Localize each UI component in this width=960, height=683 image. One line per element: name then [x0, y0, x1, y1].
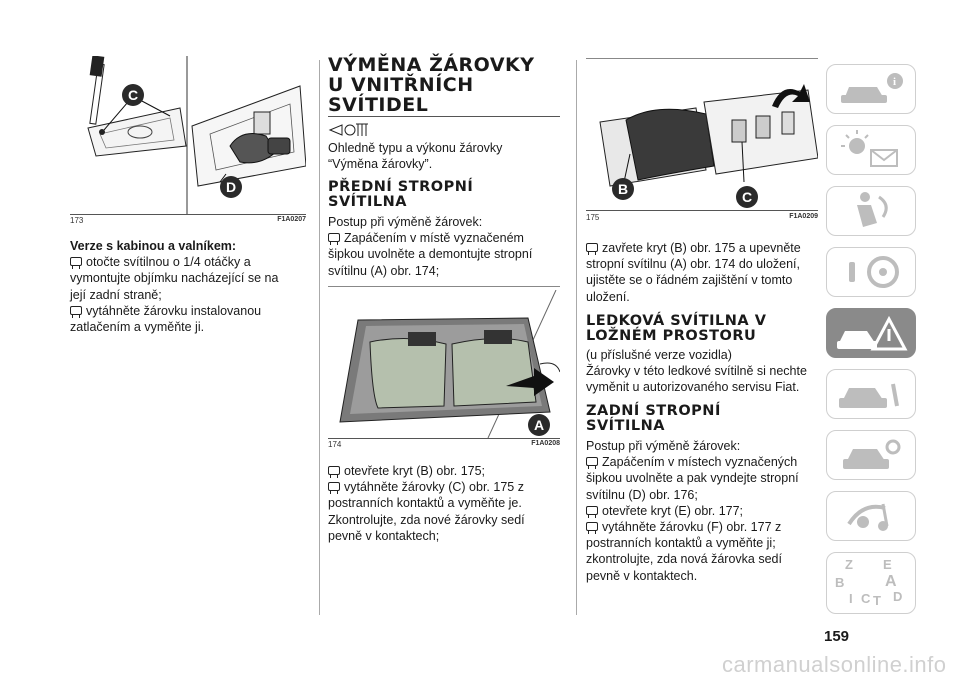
step-line: zatlačením a vyměňte ji. — [70, 320, 205, 335]
figure-174-divider — [328, 438, 560, 439]
sidebar-tab-car-info[interactable] — [826, 64, 916, 114]
title-rule — [328, 116, 560, 117]
figure-174-caption — [328, 440, 560, 452]
alphabetical-index-icon: Z E B A I C T D — [835, 557, 903, 608]
cover-bulb-steps: otevřete kryt (B) obr. 175; vytáhněte žárovky (C) obr. 175 z postranních kontaktů a vyměňte je. Zkontrolujte, zda nové žárovky sedí pevně v kontaktech; — [328, 464, 525, 543]
sidebar-tab-warning-lights[interactable] — [826, 125, 916, 175]
warning-lights-icon — [827, 126, 915, 174]
figure-175-caption — [586, 213, 818, 225]
car-service-icon — [827, 370, 915, 418]
sidebar-tab-index[interactable] — [826, 552, 916, 614]
step-line: otočte svítilnou o 1/4 otáčky a — [70, 254, 310, 270]
sidebar-tab-maintenance[interactable] — [826, 369, 916, 419]
sidebar-tab-specs[interactable] — [826, 430, 916, 480]
bullet-icon — [586, 522, 598, 531]
sidebar-tab-emergency[interactable] — [826, 308, 916, 358]
bullet-icon — [70, 306, 82, 315]
step-line: vytáhněte žárovku instalovanou — [70, 303, 310, 319]
car-info-icon — [827, 65, 915, 113]
svg-text:i: i — [893, 76, 897, 88]
bullet-icon — [586, 457, 598, 466]
airbag-seat-icon — [827, 187, 915, 235]
figure-code: F1A0207 — [277, 216, 306, 223]
car-specs-icon — [827, 431, 915, 479]
steering-wheel-icon — [827, 248, 915, 296]
figure-number: 174 — [328, 440, 342, 449]
figure-174 — [328, 290, 560, 438]
bullet-icon — [586, 243, 598, 252]
step-line: vymontujte objímku nacházející se na — [70, 271, 279, 286]
callout-a: A — [528, 414, 550, 436]
callout-c: C — [122, 84, 144, 106]
figure-173-caption — [70, 216, 306, 228]
figure-number: 173 — [70, 216, 84, 225]
front-ceiling-light-illustration — [328, 290, 560, 438]
intro-text: Ohledně typu a výkonu žárovky “Výměna žárovky”. — [328, 141, 503, 172]
figure-173 — [70, 56, 306, 214]
led-cargo-light-heading: LEDKOVÁ SVÍTILNA V LOŽNÉM PROSTORU — [586, 313, 767, 345]
main-title: VÝMĚNA ŽÁROVKY U VNITŘNÍCH SVÍTIDEL — [328, 54, 535, 116]
sidebar-tab-multimedia[interactable] — [826, 491, 916, 541]
bullet-icon — [328, 466, 340, 475]
step-line: její zadní straně; — [70, 287, 162, 302]
cabin-version-subheading: Verze s kabinou a valníkem: — [70, 239, 237, 253]
callout-d: D — [220, 176, 242, 198]
bullet-icon — [328, 233, 340, 242]
bullet-icon — [328, 482, 340, 491]
rear-light-steps: Postup při výměně žárovek: Zapáčením v místech vyznačených šipkou uvolněte a pak vyndejte stropní svítilnu (D) obr. 176; otevřete kryt (E) obr. 177; vytáhněte žárovku (F) obr. 177 z postranních kontaktů a vyměňte ji; zkontrolujte, zda nová žárovka sedí pevně v kontaktech. — [586, 439, 799, 583]
col1-text — [70, 238, 310, 335]
watermark: carmanualsonline.info — [722, 652, 947, 677]
page-number: 159 — [824, 628, 850, 645]
rear-ceiling-light-heading: ZADNÍ STROPNÍ SVÍTILNA — [586, 403, 721, 435]
column-divider — [576, 60, 577, 615]
sidebar-tab-driving[interactable] — [826, 247, 916, 297]
figure-code: F1A0209 — [789, 213, 818, 220]
figure-175 — [586, 62, 818, 210]
figure-175-top-rule — [586, 58, 818, 59]
lamp-removal-illustration — [70, 56, 306, 214]
bulb-reference-icon — [328, 121, 372, 139]
column-divider — [319, 60, 320, 615]
led-cargo-light-text: (u příslušné verze vozidla) Žárovky v této ledkové svítilně si nechte vyměnit u autorizovaného servisu Fiat. — [586, 348, 807, 395]
callout-c: C — [736, 186, 758, 208]
figure-175-divider — [586, 210, 818, 211]
figure-code: F1A0208 — [531, 440, 560, 447]
bullet-icon — [586, 506, 598, 515]
reinstall-steps: zavřete kryt (B) obr. 175 a upevněte stropní svítilnu (A) obr. 174 do uložení, ujistěte se o řádném zajištění v tomto uložení. — [586, 241, 801, 304]
bullet-icon — [70, 257, 82, 266]
figure-173-divider — [70, 214, 306, 215]
multimedia-icon — [827, 492, 915, 540]
front-ceiling-light-heading: PŘEDNÍ STROPNÍ SVÍTILNA — [328, 179, 474, 211]
front-light-steps: Postup při výměně žárovek: Zapáčením v místě vyznačeném šipkou uvolněte a demontujte stropní svítilnu (A) obr. 174; — [328, 215, 533, 278]
emergency-car-icon — [827, 309, 915, 357]
figure-174-top-rule — [328, 286, 560, 287]
callout-b: B — [612, 178, 634, 200]
figure-number: 175 — [586, 213, 600, 222]
sidebar-tab-safety[interactable] — [826, 186, 916, 236]
